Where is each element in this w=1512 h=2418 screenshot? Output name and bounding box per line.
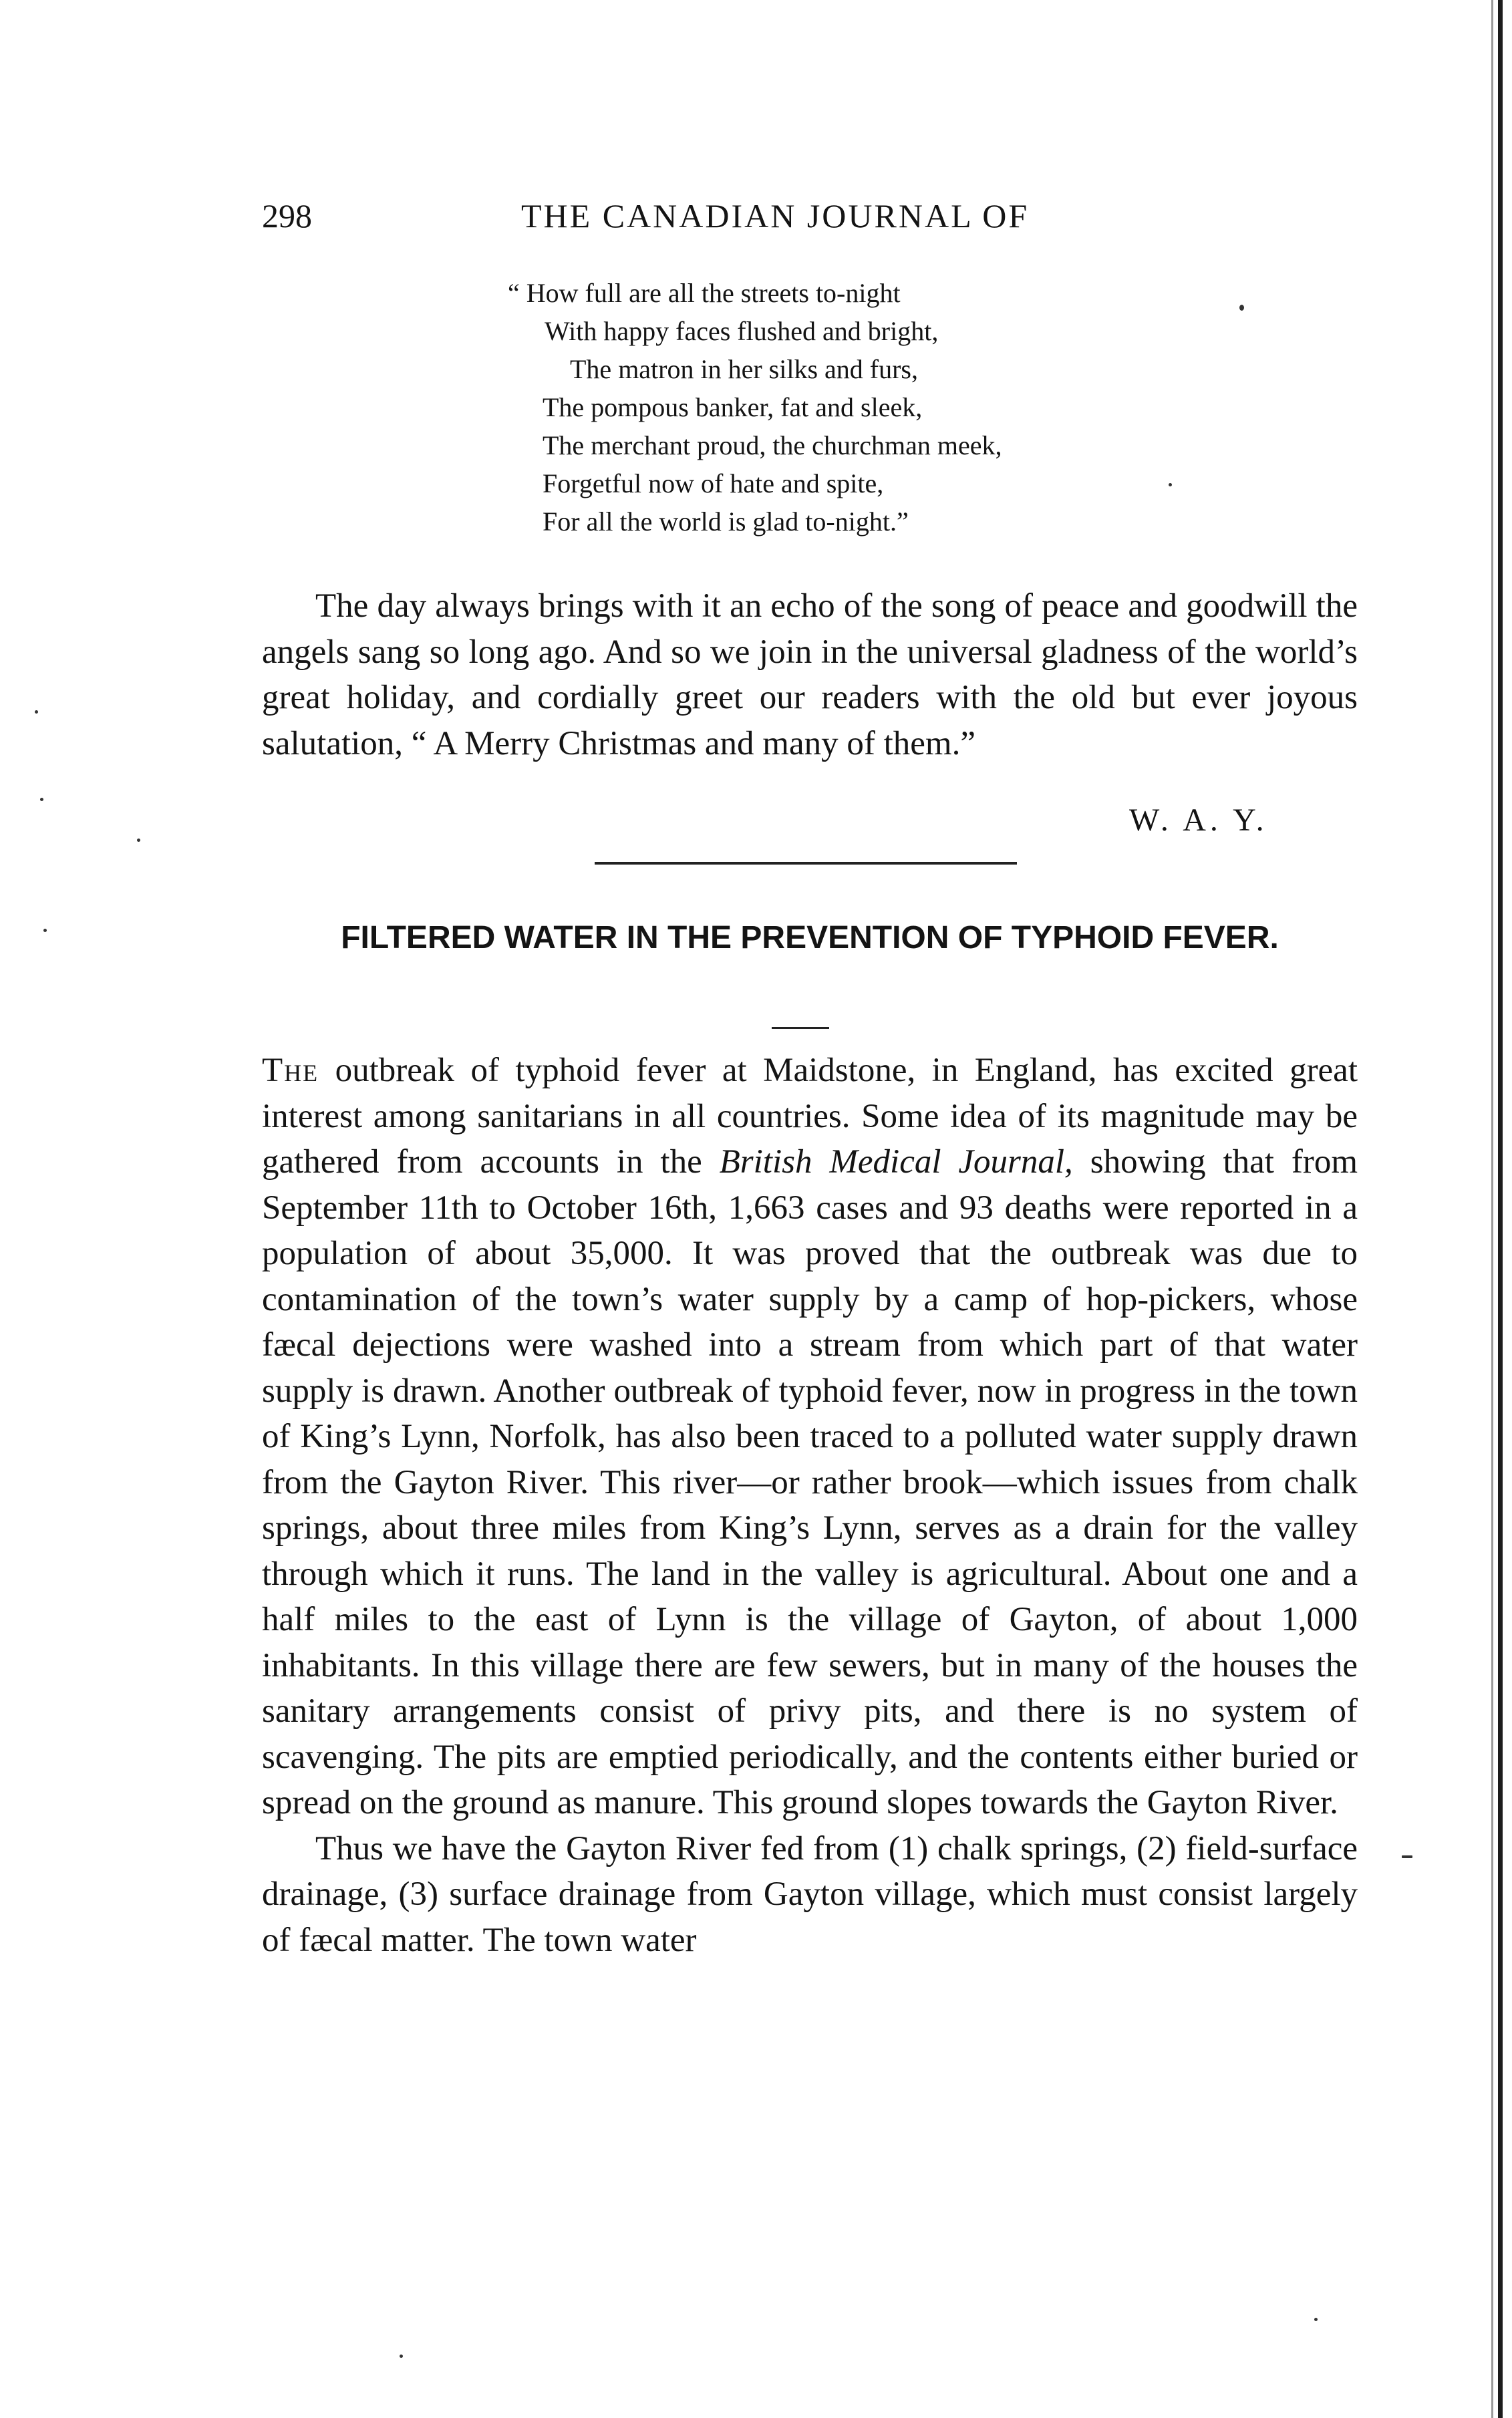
paragraph-text: outbreak of typhoid fever at Maidstone, in England, has excited great interest among sanitarians in all countries. Some idea of its magnitude may be gathered from accounts in the [262, 1052, 1358, 1181]
title-divider [772, 1027, 829, 1029]
section-divider [595, 862, 1017, 865]
ink-speck [1239, 305, 1244, 311]
paragraph-text: The day always brings with it an echo of the song of peace and goodwill the angels sang so long ago. And so we join in the universal gladness of the world’s great holiday, and cordially greet our readers with the old but ever joyous salutation, “ A Merry Christmas and many of them.” [262, 587, 1358, 762]
ink-speck [40, 798, 43, 801]
poem-quotation [508, 274, 1243, 541]
running-head [262, 192, 1358, 239]
ink-speck [137, 839, 140, 842]
ink-speck [400, 2355, 403, 2358]
article-paragraph [262, 1048, 1358, 1826]
poem-line: Forgetful now of hate and spite, [543, 468, 884, 498]
ink-speck [1402, 1855, 1412, 1858]
poem-line: The pompous banker, fat and sleek, [543, 392, 923, 422]
page-edge-shadow [1491, 0, 1493, 2418]
poem-line: The matron in her silks and furs, [570, 354, 918, 384]
paragraph-text: showing that from September 11th to October 16th, 1,663 cases and 93 deaths were reported in a population of about 35,000. It was proved that the outbreak was due to contamination of the town’s water supply by a camp of hop-pickers, whose fæcal dejections were washed into a stream from which part of that water supply is drawn. Another outbreak of typhoid fever, now in progress in the town of King’s Lynn, Norfolk, has also been traced to a polluted water supply drawn from the Gayton River. This river—or rather brook—which issues from chalk springs, about three miles from King’s Lynn, serves as a drain for the valley through which it runs. The land in the valley is agricultural. About one and a half miles to the east of Lynn is the village of Gayton, of about 1,000 inhabitants. In this village there are few sewers, but in many of the houses the sanitary arrangements consist of privy pits, and there is no system of scavenging. The pits are emptied periodically, and the contents either buried or spread on the ground as manure. This ground slopes towards the Gayton River. [262, 1143, 1358, 1821]
poem-line: “ How full are all the streets to-night [508, 278, 901, 308]
ink-speck [1314, 2318, 1318, 2321]
article-title: FILTERED WATER IN THE PREVENTION OF TYPHOID FEVER. [341, 920, 1279, 955]
ink-speck [35, 710, 38, 714]
poem-line: For all the world is glad to-night.” [543, 506, 909, 537]
article-paragraph: Thus we have the Gayton River fed from (1) chalk springs, (2) field-surface drainage, (3) surface drainage from Gayton village, which must consist largely of fæcal matter. The town water [262, 1829, 1358, 1959]
page-edge [1498, 0, 1503, 2418]
closing-paragraph [262, 583, 1358, 766]
journal-name: British Medical Journal, [719, 1143, 1073, 1181]
ink-speck [1169, 483, 1172, 486]
poem-line: With happy faces flushed and bright, [545, 316, 939, 346]
author-signature: W. A. Y. [1129, 802, 1268, 838]
ink-speck [43, 929, 47, 932]
page-number: 298 [262, 197, 312, 235]
lead-word: The [262, 1052, 319, 1089]
journal-title: THE CANADIAN JOURNAL OF [521, 197, 1030, 235]
poem-line: The merchant proud, the churchman meek, [543, 430, 1002, 460]
article-body [262, 1048, 1358, 1963]
